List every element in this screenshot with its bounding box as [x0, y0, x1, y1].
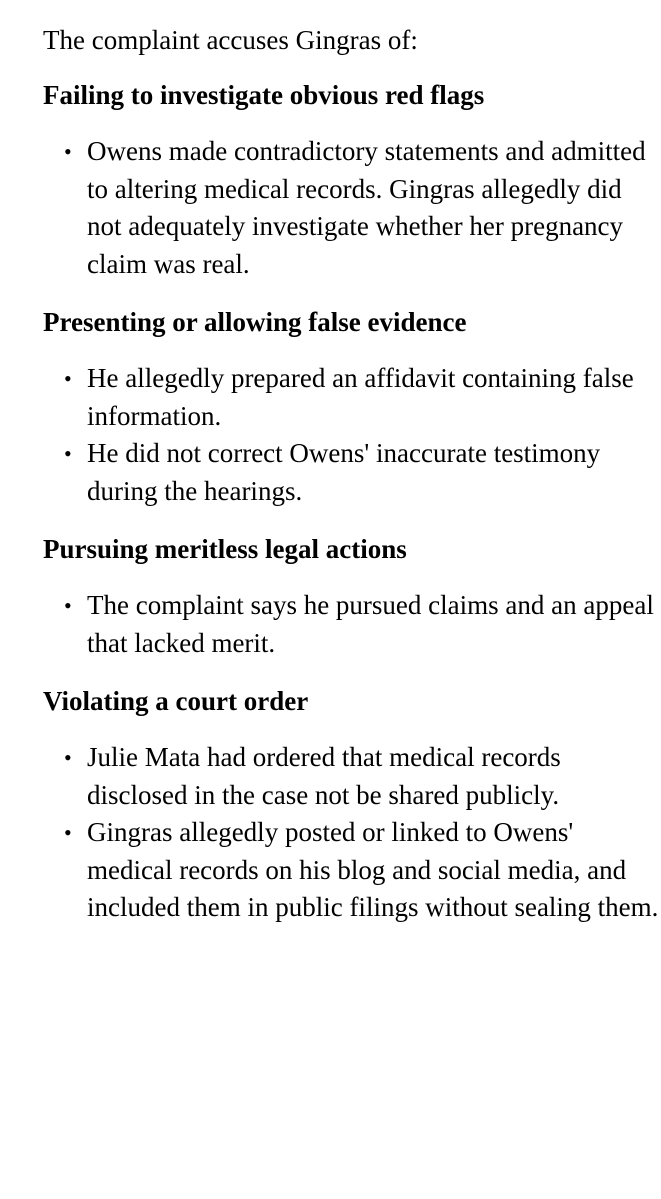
bullet-text: Julie Mata had ordered that medical records disclosed in the case not be shared publicly.	[87, 742, 561, 810]
list-item	[43, 360, 661, 435]
list-item	[43, 587, 661, 662]
bullet-text: He did not correct Owens' inaccurate testimony during the hearings.	[87, 438, 601, 506]
bullet-text: Owens made contradictory statements and admitted to altering medical records. Gingras allegedly did not adequately investigate whether her pregnancy claim was real.	[87, 136, 646, 279]
section-heading: Presenting or allowing false evidence	[43, 307, 467, 337]
bullet-list	[43, 133, 661, 283]
bullet-icon: •	[64, 593, 72, 618]
bullet-text: Gingras allegedly posted or linked to Owens' medical records on his blog and social media, and included them in public filings without sealing them.	[87, 817, 659, 922]
bullet-list	[43, 587, 661, 662]
list-item	[43, 814, 661, 927]
bullet-icon: •	[64, 820, 72, 845]
list-item	[43, 435, 661, 510]
intro-text: The complaint accuses Gingras of:	[43, 25, 418, 55]
bullet-text: He allegedly prepared an affidavit containing false information.	[87, 363, 634, 431]
section-heading: Pursuing meritless legal actions	[43, 534, 407, 564]
bullet-icon: •	[64, 366, 72, 391]
list-item	[43, 133, 661, 283]
bullet-list	[43, 739, 661, 927]
bullet-text: The complaint says he pursued claims and an appeal that lacked merit.	[87, 590, 654, 658]
bullet-icon: •	[64, 745, 72, 770]
section-heading: Violating a court order	[43, 686, 309, 716]
section-heading: Failing to investigate obvious red flags	[43, 80, 485, 110]
list-item	[43, 739, 661, 814]
bullet-icon: •	[64, 441, 72, 466]
bullet-list	[43, 360, 661, 510]
bullet-icon: •	[64, 139, 72, 164]
